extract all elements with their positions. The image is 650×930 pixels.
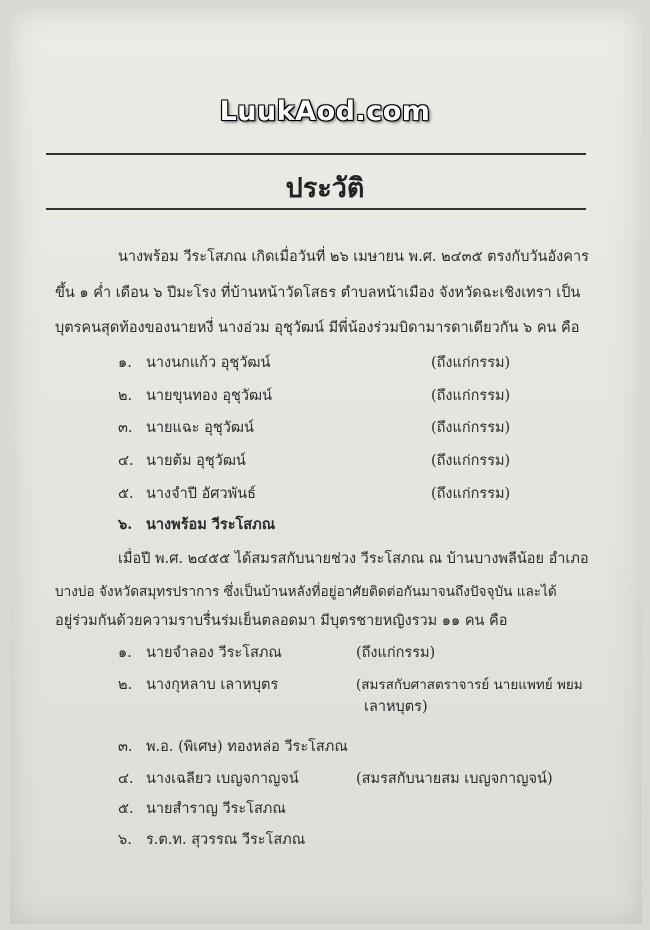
list-item bbox=[118, 771, 553, 787]
item-name: นายสำราญ วีระโสภณ bbox=[146, 801, 286, 817]
list-item bbox=[118, 355, 511, 371]
list-item bbox=[118, 645, 436, 661]
list-item bbox=[118, 420, 511, 436]
list-item bbox=[118, 832, 306, 848]
item-name: นายแฉะ อุชุวัฒน์ bbox=[146, 420, 254, 436]
list-item bbox=[118, 486, 511, 502]
item-number: ๔. bbox=[118, 771, 134, 787]
list-item bbox=[118, 801, 286, 817]
marriage-line-2: บางบ่อ จังหวัดสมุทรปราการ ซึ่งเป็นบ้านหลังที่อยู่อาศัยติดต่อกันมาจนถึงปัจจุบัน และได้ bbox=[55, 584, 557, 600]
item-number: ๓. bbox=[118, 420, 133, 436]
item-name: นางนกแก้ว อุชุวัฒน์ bbox=[146, 355, 271, 371]
item-name: นายขุนทอง อุชุวัฒน์ bbox=[146, 388, 273, 404]
item-note: (ถึงแก่กรรม) bbox=[431, 420, 511, 436]
item-note: (ถึงแก่กรรม) bbox=[431, 453, 511, 469]
item-name: นางเฉลียว เบญจกาญจน์ bbox=[146, 771, 299, 787]
item-number: ๕. bbox=[118, 486, 134, 502]
item-note: (ถึงแก่กรรม) bbox=[431, 355, 511, 371]
intro-line-3: บุตรคนสุดท้องของนายหงี่ นางอ่วม อุชุวัฒน์ มีพี่น้องร่วมบิดามารดาเดียวกัน ๖ คน คือ bbox=[55, 320, 580, 336]
item-number: ๒. bbox=[118, 677, 133, 693]
item-number: ๖. bbox=[118, 832, 132, 848]
item-note-continued: เลาหบุตร) bbox=[364, 699, 428, 715]
item-name: นายต้ม อุชุวัฒน์ bbox=[146, 453, 246, 469]
item-name: นางกุหลาบ เลาหบุตร bbox=[146, 677, 279, 693]
item-name: พ.อ. (พิเศษ) ทองหล่อ วีระโสภณ bbox=[146, 739, 348, 755]
item-number: ๔. bbox=[118, 453, 134, 469]
item-number: ๑. bbox=[118, 645, 132, 661]
intro-line-2: ขึ้น ๑ ค่ำ เดือน ๖ ปีมะโรง ที่บ้านหน้าวัดโสธร ตำบลหน้าเมือง จังหวัดฉะเชิงเทรา เป็น bbox=[55, 285, 581, 301]
marriage-line-3: อยู่ร่วมกันด้วยความราบรื่นร่มเย็นตลอดมา มีบุตรชายหญิงรวม ๑๑ คน คือ bbox=[55, 613, 508, 629]
list-item bbox=[118, 739, 348, 755]
watermark: LuukAod.com bbox=[219, 96, 431, 127]
item-note: (สมรสกับศาสตราจารย์ นายแพทย์ พยม bbox=[356, 677, 583, 693]
item-name: นางจำปี อัศวพันธ์ bbox=[146, 486, 256, 502]
list-item bbox=[118, 677, 583, 715]
item-number: ๑. bbox=[118, 355, 132, 371]
item-note: (ถึงแก่กรรม) bbox=[431, 486, 511, 502]
list-item bbox=[118, 453, 511, 469]
top-rule bbox=[46, 153, 586, 155]
item-note: (ถึงแก่กรรม) bbox=[356, 645, 436, 661]
item-number: ๓. bbox=[118, 739, 133, 755]
item-name: ร.ต.ท. สุวรรณ วีระโสภณ bbox=[146, 832, 306, 848]
item-name: นายจำลอง วีระโสภณ bbox=[146, 645, 282, 661]
item-note: (สมรสกับนายสม เบญจกาญจน์) bbox=[356, 771, 553, 787]
list-item bbox=[118, 516, 276, 533]
item-name: นางพร้อม วีระโสภณ bbox=[146, 516, 276, 533]
item-note: (ถึงแก่กรรม) bbox=[431, 388, 511, 404]
marriage-line-1: เมื่อปี พ.ศ. ๒๔๕๕ ได้สมรสกับนายช่วง วีระโสภณ ณ บ้านบางพลีน้อย อำเภอ bbox=[118, 551, 589, 567]
page-title: ประวัติ bbox=[285, 173, 365, 204]
item-number: ๕. bbox=[118, 801, 134, 817]
intro-line-1: นางพร้อม วีระโสภณ เกิดเมื่อวันที่ ๒๖ เมษายน พ.ศ. ๒๔๓๕ ตรงกับวันอังคาร bbox=[118, 249, 589, 265]
item-number: ๒. bbox=[118, 388, 133, 404]
item-number: ๖. bbox=[118, 516, 133, 533]
bottom-rule bbox=[46, 208, 586, 210]
list-item bbox=[118, 388, 511, 404]
